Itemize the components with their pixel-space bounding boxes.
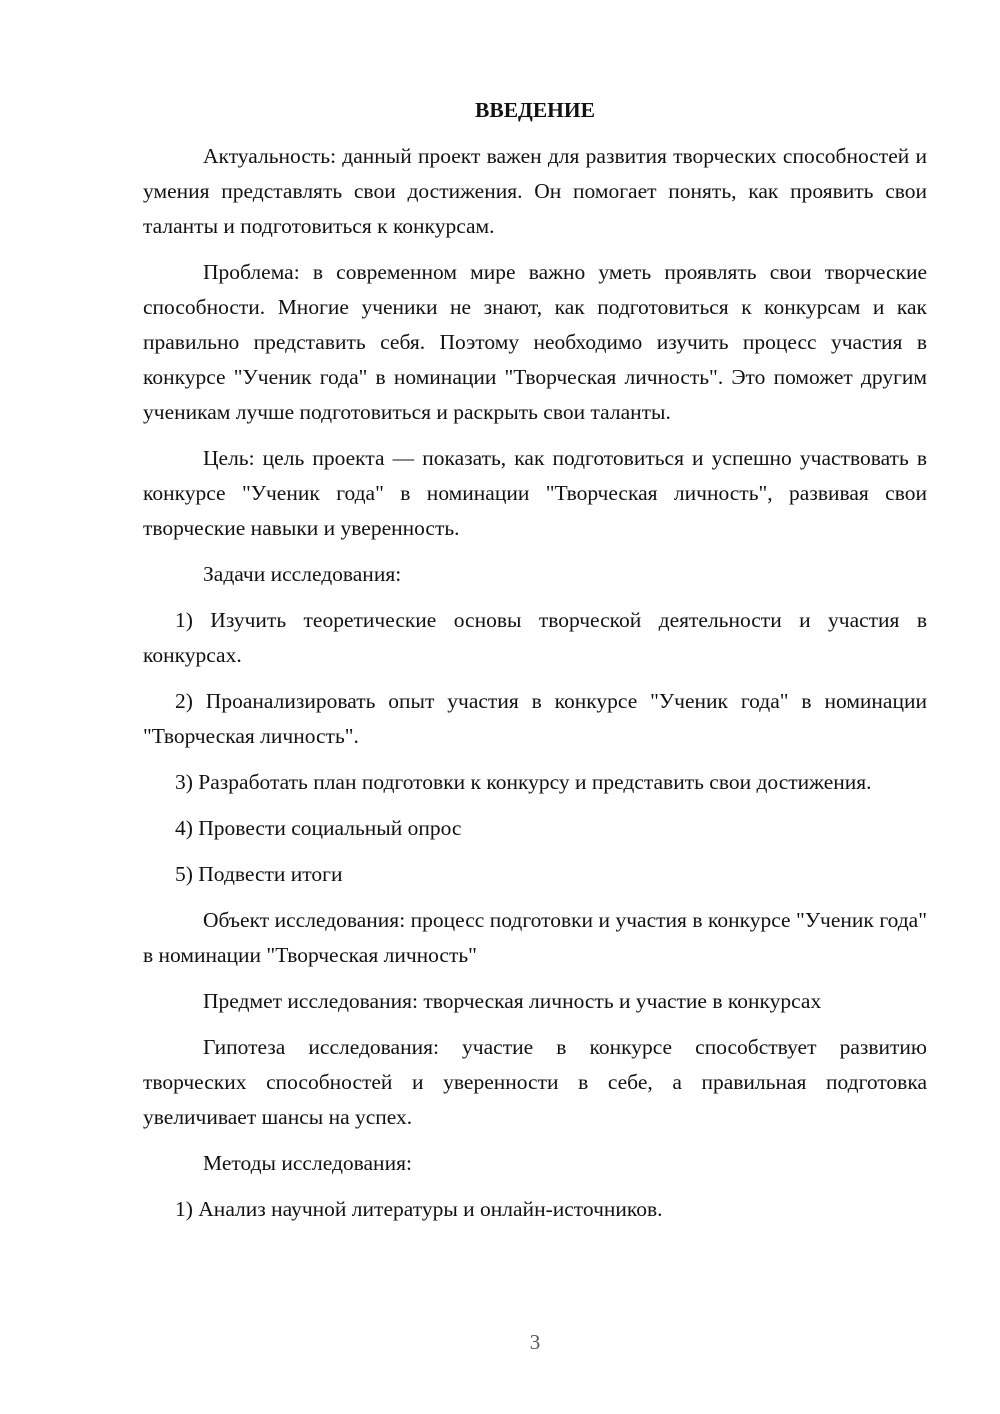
subject-paragraph: Предмет исследования: творческая личность и участие в конкурсах	[203, 989, 822, 1013]
problem-paragraph: Проблема: в современном мире важно уметь проявлять свои творческие способности. Многие ученики не знают, как подготовиться к конкурсам и как правильно представить себя. Поэтому необходимо изучить процесс участия в конкурсе "Ученик года" в номинации "Творческая личность". Это поможет другим ученикам лучше подготовиться и раскрыть свои таланты.	[143, 260, 927, 424]
tasks-heading: Задачи исследования:	[203, 562, 402, 586]
section-title: ВВЕДЕНИЕ	[475, 98, 595, 122]
task-item-4: 4) Провести социальный опрос	[175, 816, 462, 840]
task-item-3: 3) Разработать план подготовки к конкурсу и представить свои достижения.	[175, 770, 872, 794]
methods-heading: Методы исследования:	[203, 1151, 412, 1175]
task-item-1: 1) Изучить теоретические основы творческой деятельности и участия в конкурсах.	[143, 608, 927, 667]
relevance-paragraph: Актуальность: данный проект важен для развития творческих способностей и умения представлять свои достижения. Он помогает понять, как проявить свои таланты и подготовиться к конкурсам.	[143, 144, 927, 238]
method-item-1: 1) Анализ научной литературы и онлайн-источников.	[175, 1197, 663, 1221]
goal-paragraph: Цель: цель проекта — показать, как подготовиться и успешно участвовать в конкурсе "Ученик года" в номинации "Творческая личность", развивая свои творческие навыки и уверенность.	[143, 446, 927, 540]
hypothesis-paragraph: Гипотеза исследования: участие в конкурсе способствует развитию творческих способностей и уверенности в себе, а правильная подготовка увеличивает шансы на успех.	[143, 1035, 927, 1129]
page-number: 3	[529, 1330, 541, 1354]
task-item-5: 5) Подвести итоги	[175, 862, 343, 886]
task-item-2: 2) Проанализировать опыт участия в конкурсе "Ученик года" в номинации "Творческая личность".	[143, 689, 927, 748]
object-paragraph: Объект исследования: процесс подготовки и участия в конкурсе "Ученик года" в номинации "Творческая личность"	[143, 908, 927, 967]
page-content	[143, 90, 927, 1238]
